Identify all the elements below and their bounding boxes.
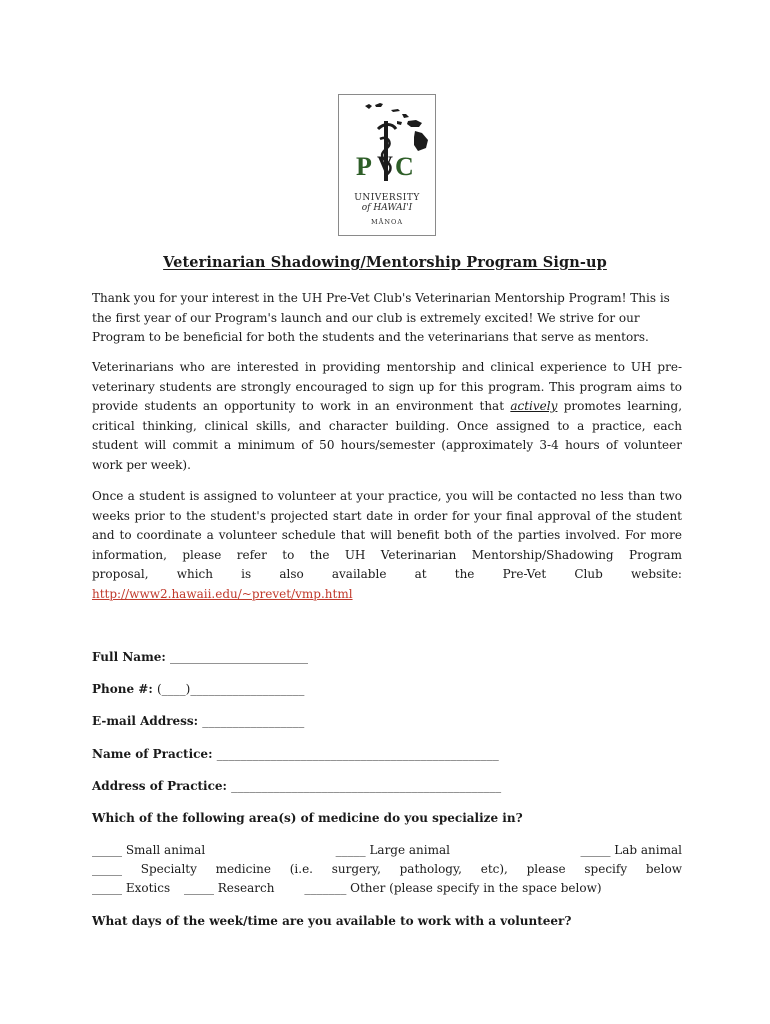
full-name-field	[92, 650, 308, 664]
intro-text: Thank you for your interest in the UH Pre-Vet Club's Veterinarian Mentorship Program! This is the first year of our Program's launch and our club is extremely excited! We strive for our Program to be beneficial for both the students and the veterinarians that serve as mentors.	[92, 291, 670, 344]
phone-blank[interactable]: (____)___________________	[156, 682, 305, 696]
proposal-word-3: also	[279, 567, 304, 581]
option-specialty-word-1: Specialty	[140, 862, 197, 876]
practice-name-field	[92, 747, 499, 761]
option-specialty-word-9: below	[645, 862, 682, 876]
mentorship-text-after: promotes learning, critical thinking, clinical skills, and character building. Once assigned to a practice, each student will commit a minimum of 50 hours/semester (approximately 3-4 hours of volunteer work per week).	[92, 399, 683, 472]
uh-prevet-club-logo	[338, 94, 436, 236]
option-exotics[interactable]: _____ Exotics	[92, 881, 171, 895]
svg-text:C: C	[395, 152, 414, 181]
proposal-word-6: the	[454, 567, 475, 581]
full-name-label: Full Name:	[92, 650, 166, 664]
mentorship-paragraph	[92, 358, 682, 475]
availability-question: What days of the week/time are you available to work with a volunteer?	[92, 914, 572, 928]
practice-name-label: Name of Practice:	[92, 747, 213, 761]
prevet-website-link[interactable]: http://www2.hawaii.edu/~prevet/vmp.html	[92, 586, 353, 601]
phone-field	[92, 682, 304, 696]
options-row-3	[92, 881, 682, 895]
option-specialty-word-8: specify	[584, 862, 628, 876]
option-specialty-word-2: medicine	[215, 862, 272, 876]
practice-address-label: Address of Practice:	[92, 779, 227, 793]
svg-text:P: P	[356, 152, 372, 181]
practice-address-blank[interactable]: _____________________________________________	[231, 779, 502, 793]
contact-text: Once a student is assigned to volunteer at your practice, you will be contacted no less than two weeks prior to the student's projected start date in order for your final approval of the student and to coordinate a volunteer schedule that will benefit both of the parties involved. For more information, please refer to the UH Veterinarian Mentorship/Shadowing Program	[92, 489, 682, 562]
option-other[interactable]: _______ Other (please specify in the space below)	[304, 881, 602, 895]
hawaiian-islands-caduceus-icon	[339, 95, 435, 193]
logo-university-line: UNIVERSITY	[354, 193, 420, 203]
actively-emphasis: actively	[510, 399, 558, 413]
options-row-2	[92, 862, 682, 876]
option-animal-0[interactable]: _____ Small animal	[92, 843, 206, 857]
contact-paragraph	[92, 487, 682, 604]
proposal-word-4: available	[331, 567, 387, 581]
practice-name-blank[interactable]: _______________________________________________	[216, 747, 499, 761]
document-title: Veterinarian Shadowing/Mentorship Program Sign-up	[163, 254, 607, 271]
option-specialty-word-5: pathology,	[399, 862, 462, 876]
proposal-word-9: website:	[630, 567, 682, 581]
mentorship-text-before: Veterinarians who are interested in providing mentorship and clinical experience to UH pre-veterinary students are strongly encouraged to sign up for this program. This program aims to provide students an opportunity to work in an environment that	[92, 360, 682, 413]
proposal-line	[92, 565, 682, 585]
proposal-word-1: which	[176, 567, 213, 581]
option-research[interactable]: _____ Research	[183, 881, 275, 895]
option-specialty-word-6: etc),	[480, 862, 508, 876]
logo-manoa-line: MĀNOA	[370, 218, 404, 226]
option-specialty-word-7: please	[526, 862, 566, 876]
proposal-word-0: proposal,	[92, 567, 149, 581]
full-name-blank[interactable]: _______________________	[170, 650, 309, 664]
option-animal-2[interactable]: _____ Lab animal	[580, 843, 682, 857]
phone-label: Phone #:	[92, 682, 153, 696]
proposal-word-8: Club	[574, 567, 603, 581]
proposal-word-7: Pre-Vet	[502, 567, 547, 581]
svg-text:V: V	[377, 151, 393, 176]
options-row-1	[92, 843, 682, 857]
option-animal-1[interactable]: _____ Large animal	[335, 843, 450, 857]
email-label: E-mail Address:	[92, 714, 199, 728]
specialize-question: Which of the following area(s) of medicine do you specialize in?	[92, 811, 523, 825]
option-specialty-word-4: surgery,	[331, 862, 381, 876]
mentorship-text	[92, 358, 682, 475]
practice-address-field	[92, 779, 501, 793]
intro-paragraph	[92, 289, 682, 348]
email-field	[92, 714, 304, 728]
email-blank[interactable]: _________________	[202, 714, 305, 728]
proposal-word-2: is	[241, 567, 252, 581]
logo-hawaii-line: of HAWAI'I	[361, 203, 413, 213]
option-specialty-word-0: _____	[92, 862, 122, 876]
option-specialty-word-3: (i.e.	[289, 862, 313, 876]
proposal-word-5: at	[414, 567, 427, 581]
